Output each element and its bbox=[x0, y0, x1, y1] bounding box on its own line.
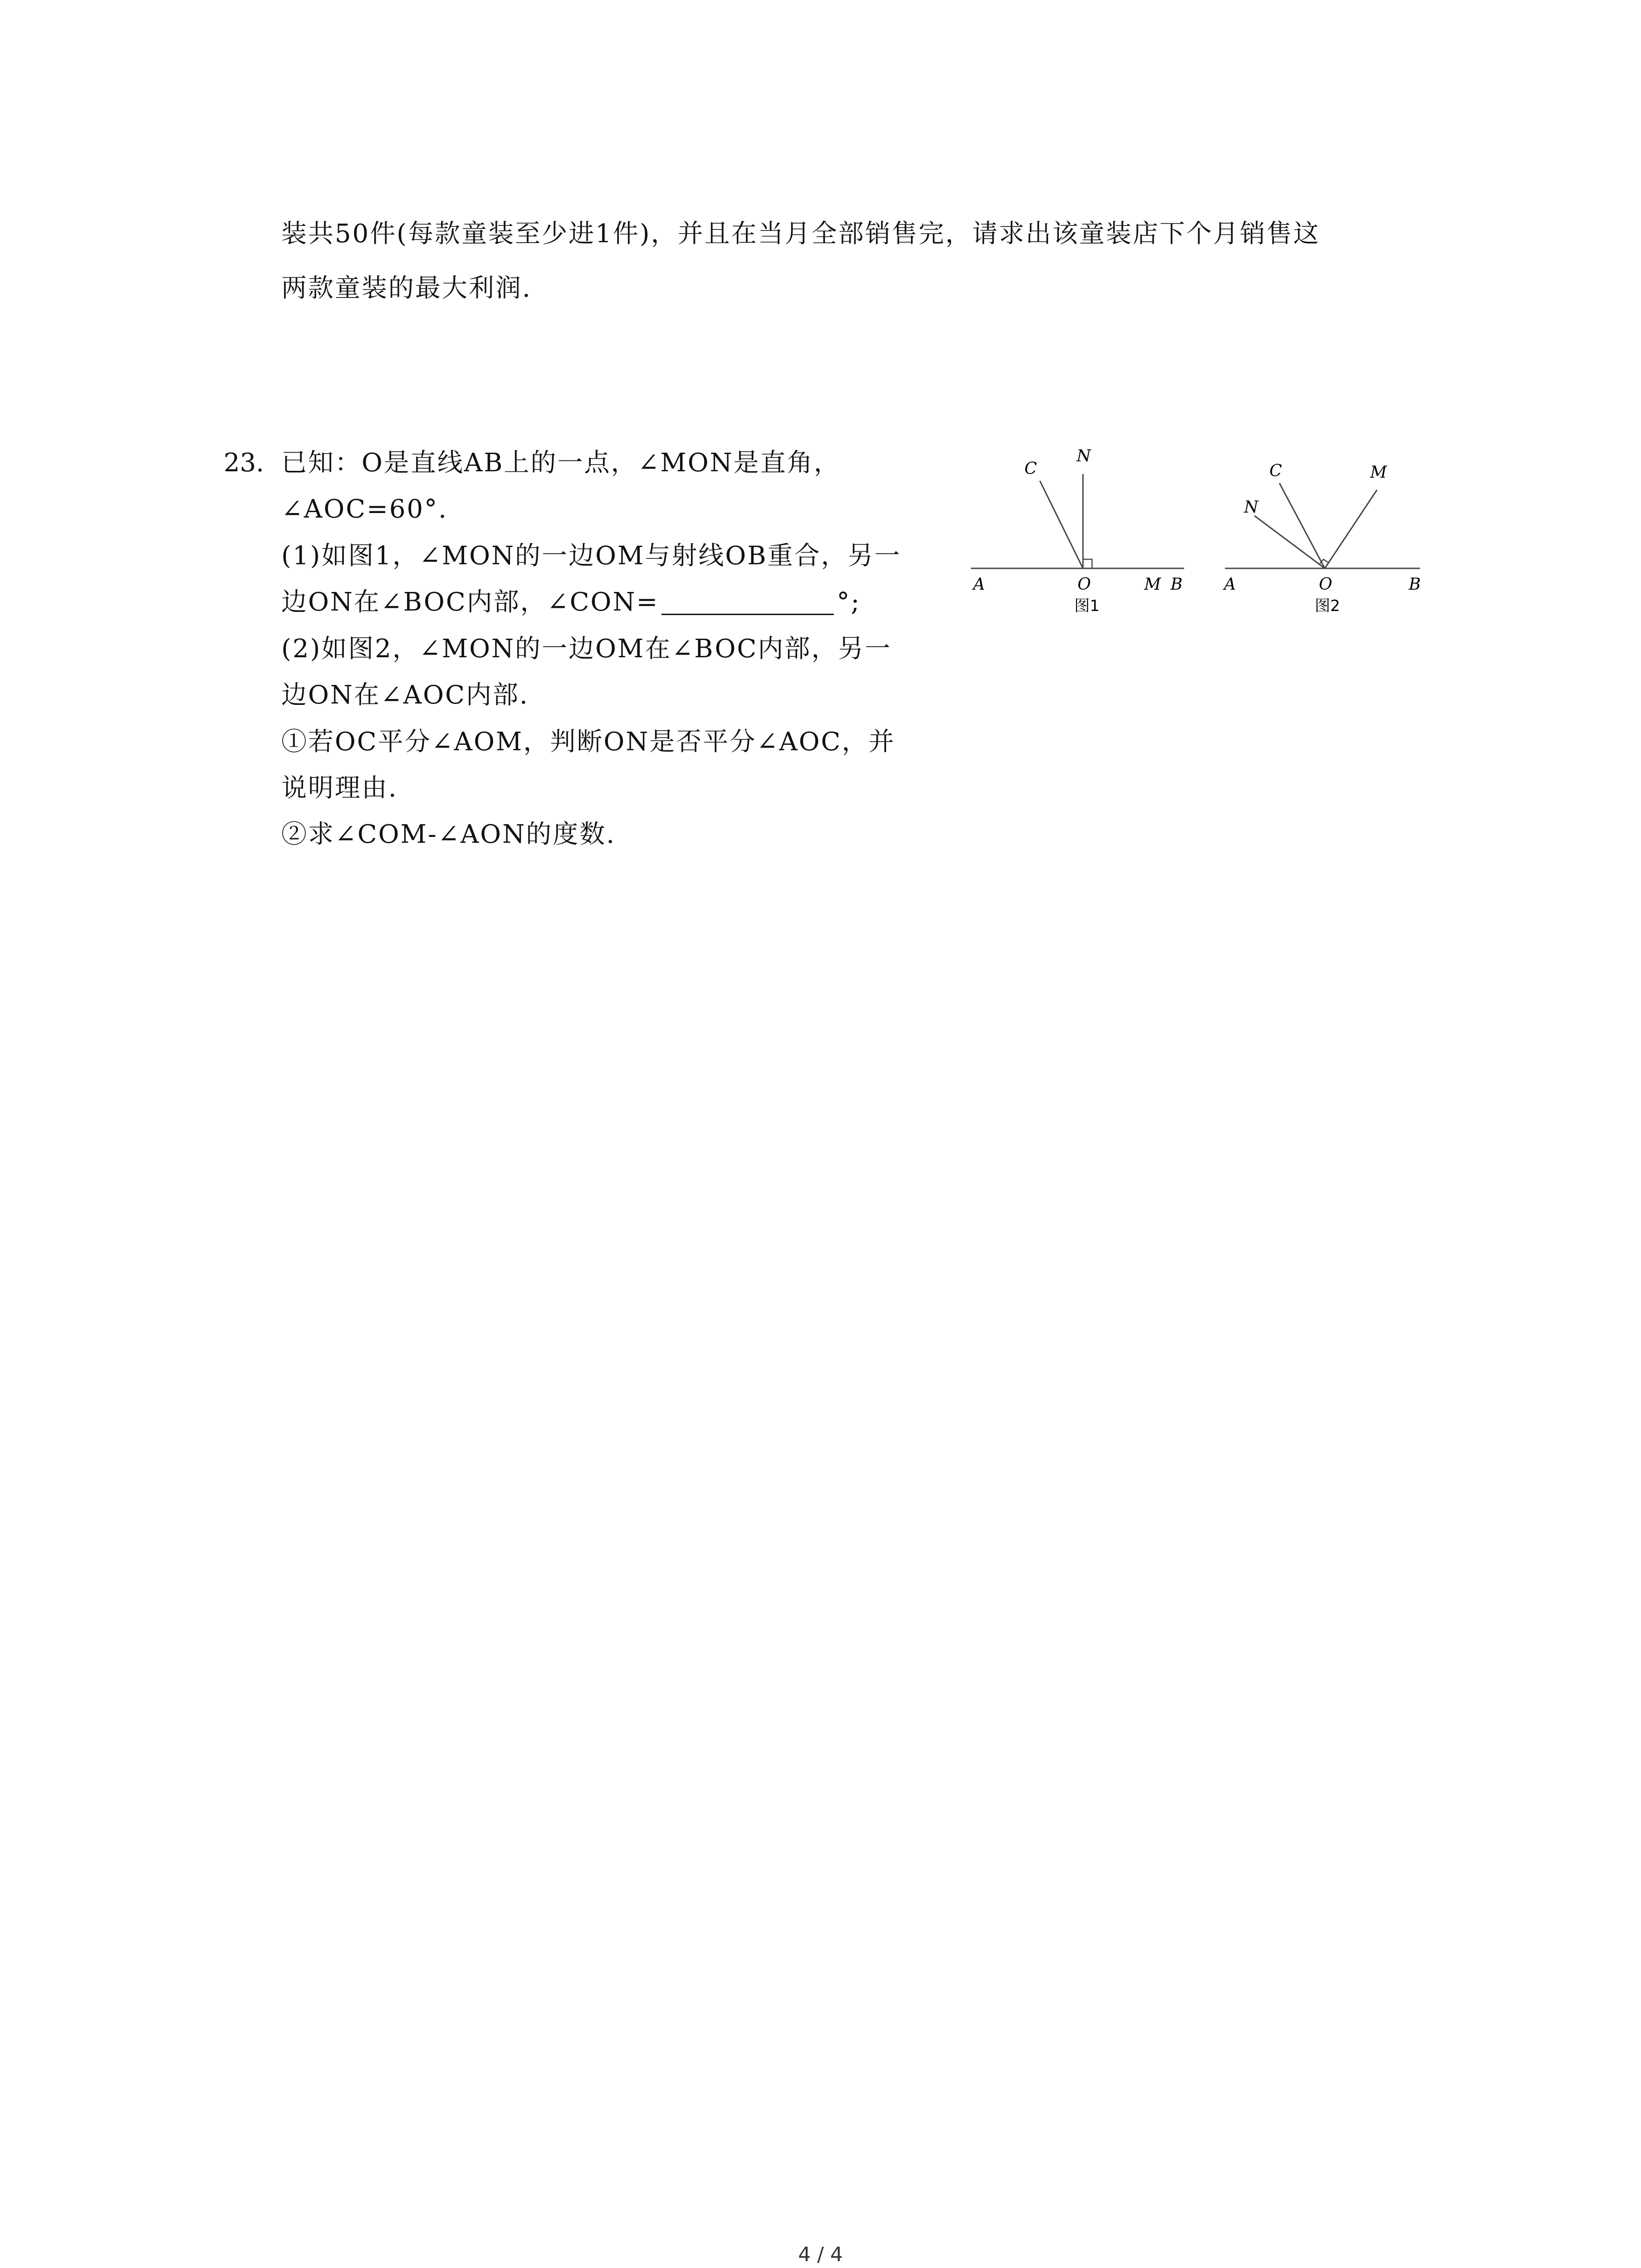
figure-2-label-m: M bbox=[1370, 463, 1387, 482]
answer-blank[interactable] bbox=[661, 591, 834, 615]
figure-2-label-c: C bbox=[1269, 462, 1282, 480]
figure-2-ray-on bbox=[1254, 516, 1325, 568]
q23-part1-line-2 bbox=[281, 587, 861, 617]
figure-1-ray-oc bbox=[1040, 481, 1083, 568]
figure-1-label-n: N bbox=[1077, 447, 1091, 465]
figure-2 bbox=[1216, 442, 1461, 628]
continuation-line-2: 两款童装的最大利润. bbox=[281, 274, 532, 303]
question-number: 23. bbox=[224, 448, 265, 478]
q23-sub2-line-1: ②求∠COM-∠AON的度数. bbox=[281, 820, 616, 849]
figure-2-caption: 图2 bbox=[1315, 597, 1340, 615]
q23-intro-line-1: 已知：O是直线AB上的一点，∠MON是直角， bbox=[281, 448, 841, 478]
figure-2-ray-om bbox=[1325, 490, 1377, 568]
figure-2-label-o: O bbox=[1319, 575, 1332, 594]
q23-part1-degree: °; bbox=[837, 587, 861, 617]
figure-1-label-a: A bbox=[973, 575, 985, 594]
q23-part1-line-1: (1)如图1，∠MON的一边OM与射线OB重合，另一 bbox=[281, 541, 901, 571]
page-number: 4 / 4 bbox=[798, 2243, 843, 2266]
q23-intro-line-2: ∠AOC=60°. bbox=[281, 494, 448, 524]
q23-sub1-line-2: 说明理由. bbox=[281, 773, 398, 803]
figure-1-label-c: C bbox=[1024, 459, 1037, 478]
q23-sub1-line-1: ①若OC平分∠AOM，判断ON是否平分∠AOC，并 bbox=[281, 727, 896, 757]
figure-1-right-angle-mark bbox=[1083, 559, 1092, 568]
figure-1-label-m: M bbox=[1144, 575, 1161, 594]
figure-1-caption: 图1 bbox=[1074, 597, 1100, 615]
q23-part2-line-2: 边ON在∠AOC内部. bbox=[281, 680, 529, 710]
continuation-line-1: 装共50件(每款童装至少进1件)，并且在当月全部销售完，请求出该童装店下个月销售这 bbox=[281, 219, 1320, 249]
figure-1 bbox=[966, 442, 1211, 628]
q23-part1-text: 边ON在∠BOC内部，∠CON= bbox=[281, 587, 659, 617]
q23-part2-line-1: (2)如图2，∠MON的一边OM在∠BOC内部，另一 bbox=[281, 634, 892, 664]
figure-1-label-o: O bbox=[1078, 575, 1091, 594]
figure-2-label-b: B bbox=[1409, 575, 1421, 594]
figure-2-label-n: N bbox=[1244, 498, 1259, 517]
figure-2-ray-oc bbox=[1279, 483, 1325, 568]
figure-1-label-b: B bbox=[1171, 575, 1183, 594]
figure-2-label-a: A bbox=[1224, 575, 1236, 594]
